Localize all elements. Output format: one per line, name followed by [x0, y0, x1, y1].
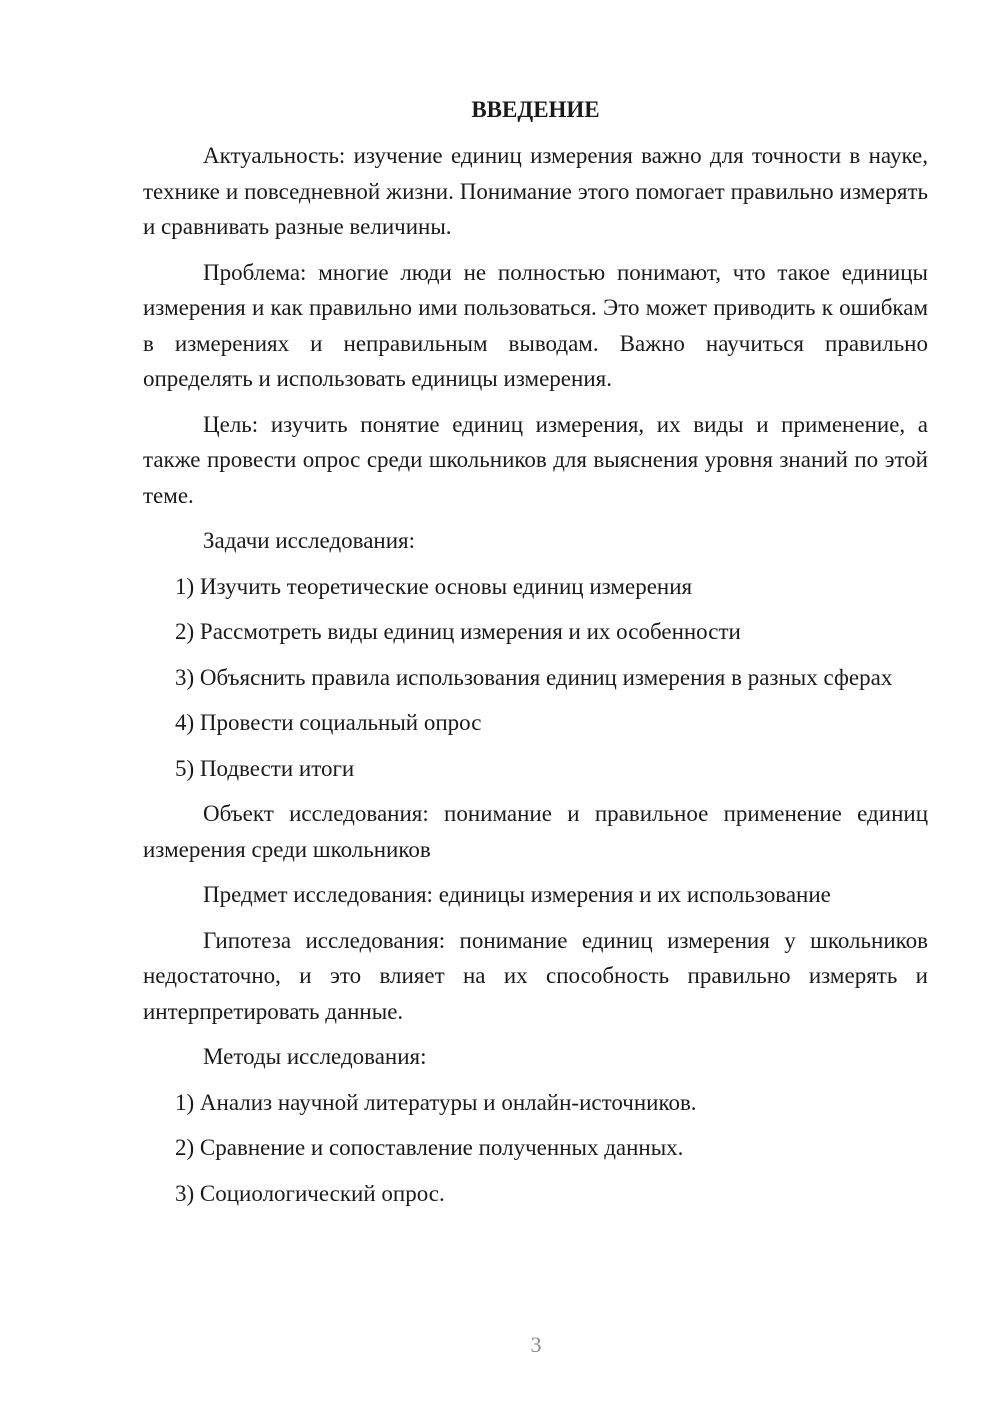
page-body — [143, 92, 928, 1221]
method-item-1: 1) Анализ научной литературы и онлайн-источников. — [175, 1089, 697, 1115]
task-item-3: 3) Объяснить правила использования единиц измерения в разных сферах — [175, 664, 893, 690]
task-item-5: 5) Подвести итоги — [175, 755, 355, 781]
hypothesis-paragraph: Гипотеза исследования: понимание единиц измерения у школьников недостаточно, и это влияет на их способность правильно измерять и интерпретировать данные. — [143, 927, 928, 1024]
subject-paragraph: Предмет исследования: единицы измерения и их использование — [203, 882, 831, 907]
problem-paragraph: Проблема: многие люди не полностью понимают, что такое единицы измерения и как правильно ими пользоваться. Это может приводить к ошибкам в измерениях и неправильным выводам. Важно научиться правильно определять и использовать единицы измерения. — [143, 259, 928, 391]
section-heading: ВВЕДЕНИЕ — [471, 97, 600, 122]
goal-paragraph: Цель: изучить понятие единиц измерения, их виды и применение, а также провести опрос среди школьников для выяснения уровня знаний по этой теме. — [143, 411, 928, 508]
method-item-2: 2) Сравнение и сопоставление полученных данных. — [175, 1135, 684, 1160]
object-paragraph: Объект исследования: понимание и правильное применение единиц измерения среди школьников — [143, 801, 928, 862]
tasks-title: Задачи исследования: — [203, 528, 416, 553]
task-item-4: 4) Провести социальный опрос — [175, 710, 482, 735]
task-item-1: 1) Изучить теоретические основы единиц измерения — [175, 573, 693, 599]
page-number: 3 — [530, 1332, 542, 1357]
relevance-paragraph: Актуальность: изучение единиц измерения важно для точности в науке, технике и повседневной жизни. Понимание этого помогает правильно измерять и сравнивать разные величины. — [143, 143, 928, 239]
method-item-3: 3) Социологический опрос. — [175, 1180, 445, 1206]
task-item-2: 2) Рассмотреть виды единиц измерения и их особенности — [175, 619, 741, 644]
methods-title: Методы исследования: — [203, 1044, 427, 1069]
